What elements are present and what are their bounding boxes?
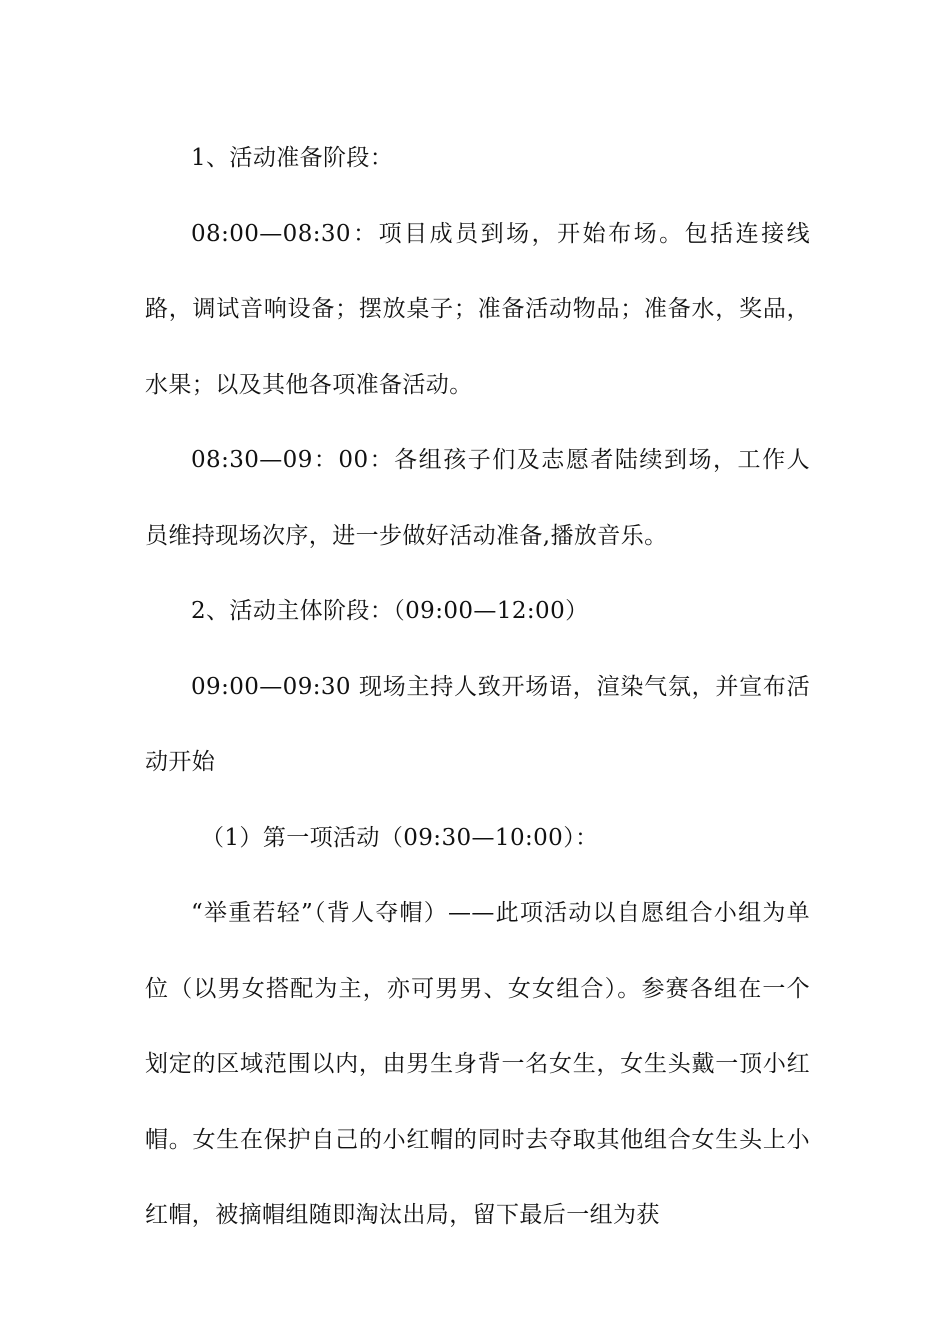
paragraph-opening-schedule: 09:00—09:30 现场主持人致开场语，渲染气氛，并宣布活动开始 — [145, 673, 810, 775]
paragraph-first-activity-description: “举重若轻”（背人夺帽）——此项活动以自愿组合小组为单位（以男女搭配为主，亦可男男、女女组合）。参赛各组在一个划定的区域范围以内，由男生身背一名女生，女生头戴一顶小红帽。女生在保护自己的小红帽的同时去夺取其他组合女生头上小红帽，被摘帽组随即淘汰出局，留下最后一组为获 — [145, 900, 810, 1228]
document-body — [145, 121, 810, 1254]
section-heading-main-activity: 2、活动主体阶段：（09:00—12:00） — [191, 598, 589, 624]
section-heading-preparation: 1、活动准备阶段： — [191, 145, 394, 171]
subheading-first-activity: （1）第一项活动（09:30—10:00）： — [201, 824, 599, 851]
paragraph-arrival-schedule: 08:30—09：00：各组孩子们及志愿者陆续到场，工作人员维持现场次序，进一步做好活动准备,播放音乐。 — [145, 447, 810, 549]
paragraph-setup-schedule: 08:00—08:30：项目成员到场，开始布场。包括连接线路，调试音响设备；摆放桌子；准备活动物品；准备水，奖品，水果；以及其他各项准备活动。 — [145, 220, 810, 398]
